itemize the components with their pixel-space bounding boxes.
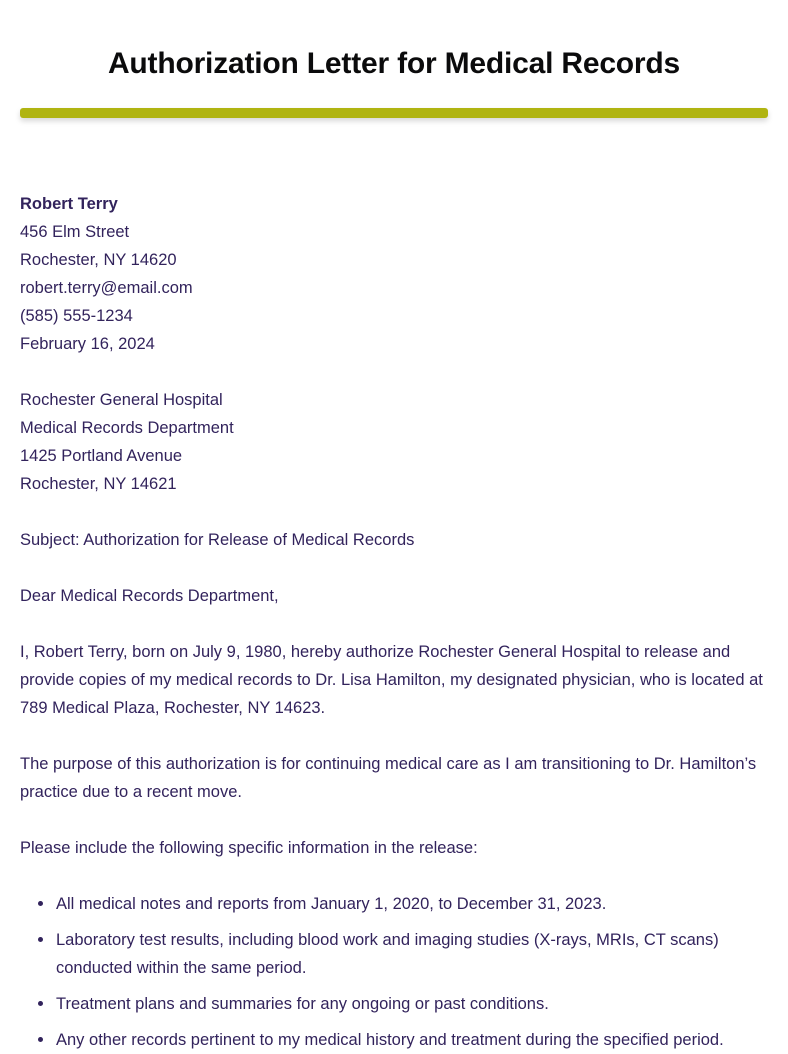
sender-email: robert.terry@email.com <box>20 279 193 297</box>
list-item <box>20 990 768 1018</box>
sender-street: 456 Elm Street <box>20 223 130 241</box>
list-item-label: All medical notes and reports from January 1, 2020, to December 31, 2023. <box>56 895 607 913</box>
title-divider <box>20 108 768 126</box>
list-item-label: Laboratory test results, including blood work and imaging studies (X-rays, MRIs, CT scans) conducted within the same period. <box>56 931 719 977</box>
records-list <box>20 862 768 1054</box>
recipient-department: Medical Records Department <box>20 419 234 437</box>
bullet-icon <box>38 1001 43 1006</box>
sender-city-state-zip: Rochester, NY 14620 <box>20 251 177 269</box>
bullet-icon <box>38 1037 43 1042</box>
list-item <box>20 1026 768 1054</box>
bullet-icon <box>38 901 43 906</box>
letter-date: February 16, 2024 <box>20 335 155 353</box>
body-paragraph-2: The purpose of this authorization is for continuing medical care as I am transitioning to Dr. Hamilton’s practice due to a recent move. <box>20 755 757 801</box>
list-item <box>20 926 768 982</box>
sender-address-block <box>20 126 768 358</box>
recipient-organization: Rochester General Hospital <box>20 391 223 409</box>
recipient-city-state-zip: Rochester, NY 14621 <box>20 475 177 493</box>
body-paragraph-3: Please include the following specific information in the release: <box>20 839 478 857</box>
recipient-address-block <box>20 358 768 498</box>
subject-line: Subject: Authorization for Release of Medical Records <box>20 531 415 549</box>
sender-name: Robert Terry <box>20 195 118 213</box>
recipient-street: 1425 Portland Avenue <box>20 447 183 465</box>
bullet-icon <box>38 937 43 942</box>
body-paragraph-1: I, Robert Terry, born on July 9, 1980, hereby authorize Rochester General Hospital to release and provide copies of my medical records to Dr. Lisa Hamilton, my designated physician, who is located at 789 Medical Plaza, Rochester, NY 14623. <box>20 643 763 717</box>
list-item <box>20 890 768 918</box>
accent-bar <box>20 108 768 118</box>
salutation: Dear Medical Records Department, <box>20 587 279 605</box>
list-item-label: Any other records pertinent to my medical history and treatment during the specified period. <box>56 1031 724 1049</box>
page-title: Authorization Letter for Medical Records <box>107 47 681 80</box>
sender-phone: (585) 555-1234 <box>20 307 133 325</box>
list-item-label: Treatment plans and summaries for any ongoing or past conditions. <box>56 995 549 1013</box>
